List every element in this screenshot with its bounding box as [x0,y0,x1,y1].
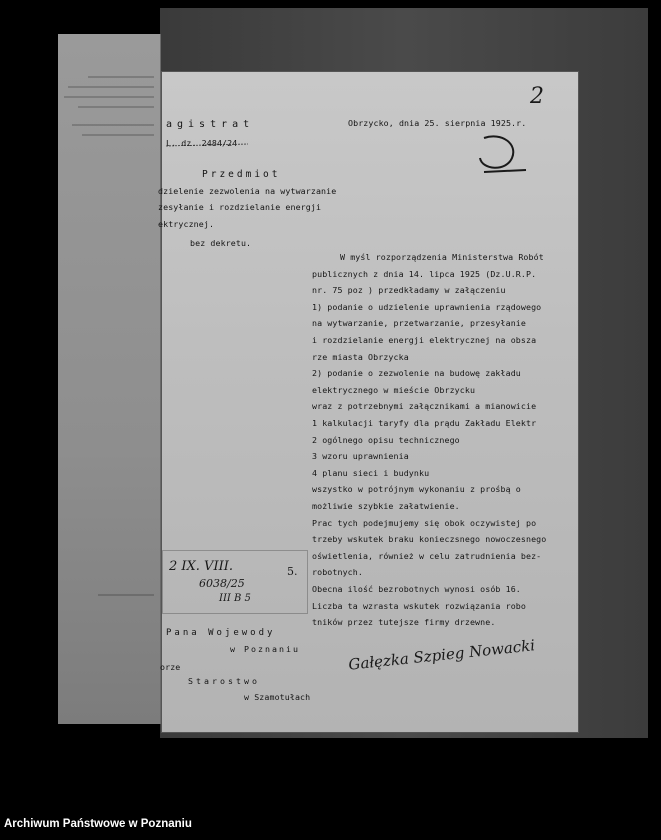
body-line: wszystko w potrójnym wykonaniu z prośbą o [312,484,521,495]
body-line: Obecna ilość bezrobotnych wynosi osób 16. [312,584,521,594]
paraph-mark [480,136,526,172]
body-line: 2) podanie o zezwolenie na budowę zakładu [312,368,521,379]
document-page [158,72,578,732]
body-line: na wytwarzanie, przetwarzanie, przesyłanie [312,318,526,329]
stamp-code: III B 5 [219,593,251,604]
subject-line-3: ektrycznej. [158,219,215,229]
signatures: Gałęzka Szpieg Nowacki [347,636,536,674]
date-underline [166,144,248,146]
addressee-line-2: w Poznaniu [230,644,300,654]
addressee-line-1: Pana Wojewody [166,628,276,638]
body-line: 1) podanie o udzielenie uprawnienia rządowego [312,301,542,312]
body-line: robotnych. [312,567,363,578]
bez-dekretu: bez dekretu. [190,238,252,248]
body-line: publicznych z dnia 14. lipca 1925 (Dz.U.R.P. [312,268,537,279]
body-line: możliwie szybkie załatwienie. [312,501,460,511]
body-line: W myśl rozporządzenia Ministerstwa Robót [340,252,544,262]
body-line: 1 kalkulacji taryfy dla prądu Zakładu Elektr [312,418,537,428]
body-line: 4 planu sieci i budynku [312,467,430,478]
subject-line-1: dzielenie zezwolenia na wytwarzanie [158,186,337,196]
addressee-line-3: orze [160,662,181,672]
body-line: 2 ogólnego opisu technicznego [312,434,460,445]
sender-title: agistrat [166,119,255,130]
handwritten-marks [162,72,578,732]
body-line: Prac tych podejmujemy się obok oczywistej po [312,517,537,528]
body-line: elektrycznego w mieście Obrzycku [312,384,476,395]
body-line: nr. 75 poz ) przedkładamy w załączeniu [312,285,506,296]
stamp-date: 2 IX. VIII. [169,559,233,574]
subject-line-2: zesyłanie i rozdzielanie energji [158,202,322,212]
addressee-line-4: Starostwo [188,676,260,686]
body-line: Liczba ta wzrasta wskutek rozwiązania robo [312,600,526,611]
subject-heading: Przedmiot [202,169,281,180]
body-line: rze miasta Obrzycka [312,351,409,362]
page-number: 2 [530,84,544,109]
body-line: 3 wzoru uprawnienia [312,451,409,462]
archive-footer: Archiwum Państwowe w Poznaniu [4,818,192,830]
body-line: i rozdzielanie energji elektrycznej na obsza [312,335,537,345]
left-underlying-sheet [58,34,161,724]
body-line: tników przez tutejsze firmy drzewne. [312,617,496,628]
body-line: trzeby wskutek braku konieczsnego nowoczesnego [312,534,547,545]
file-number: L. dz. 2484/24 [166,138,238,148]
stamp-reference: 6038/25 [199,577,245,590]
body-line: oświetlenia, również w celu zatrudnienia bez- [312,550,542,561]
body-line: wraz z potrzebnymi załącznikami a mianowicie [312,401,537,412]
addressee-line-5: w Szamotułach [244,692,311,702]
place-date: Obrzycko, dnia 25. sierpnia 1925.r. [348,118,527,128]
stamp-mark: 5. [287,565,298,578]
